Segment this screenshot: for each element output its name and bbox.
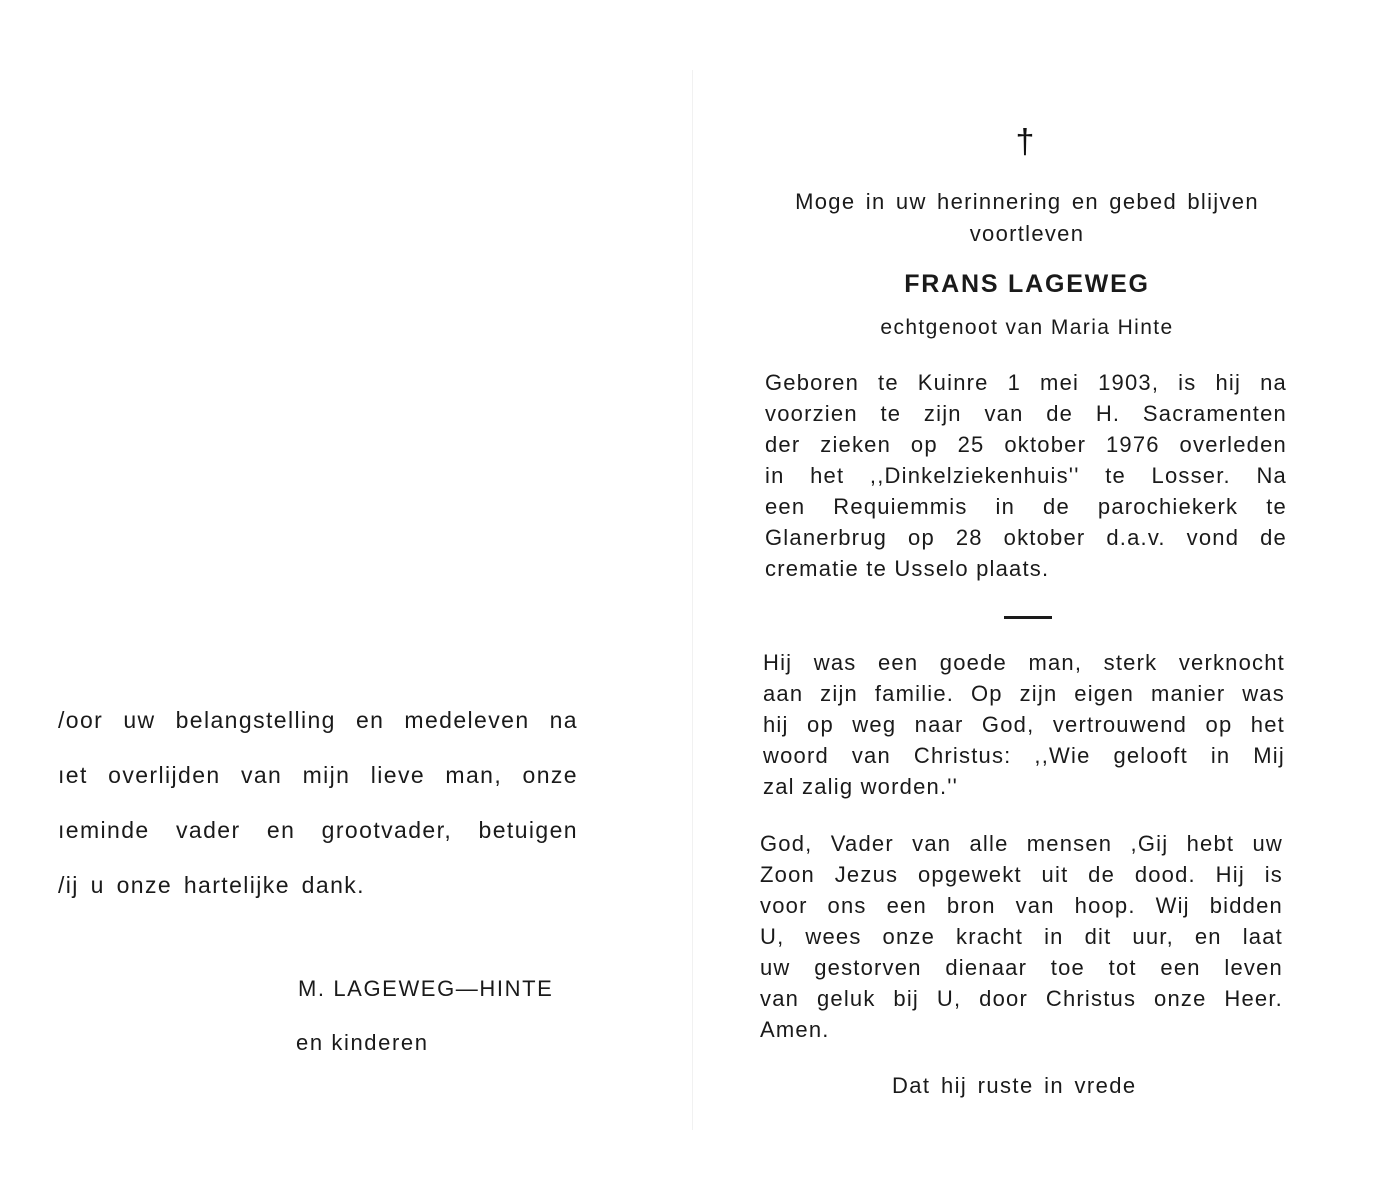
divider <box>1004 616 1052 619</box>
tribute-line: zal zalig worden.'' <box>763 774 959 799</box>
thanks-message <box>58 700 578 920</box>
tribute-paragraph <box>763 647 1285 802</box>
biography-line: een Requiemmis in de parochiekerk te <box>765 494 1287 519</box>
signature <box>296 972 554 1055</box>
prayer-line: voor ons een bron van hoop. Wij bidden <box>760 893 1283 918</box>
biography-line: in het ,,Dinkelziekenhuis'' te Losser. Na <box>765 463 1287 488</box>
deceased-name: FRANS LAGEWEG <box>904 270 1150 298</box>
thanks-line: /oor uw belangstelling en medeleven na <box>58 707 578 733</box>
prayer-paragraph <box>760 828 1283 1045</box>
intro-text <box>762 186 1292 250</box>
prayer-line: van geluk bij U, door Christus onze Heer. <box>760 986 1283 1011</box>
tribute-line: woord van Christus: ,,Wie gelooft in Mij <box>763 743 1285 768</box>
closing-line: Dat hij ruste in vrede <box>892 1073 1137 1098</box>
prayer-line: Zoon Jezus opgewekt uit de dood. Hij is <box>760 862 1283 887</box>
biography-line: Glanerbrug op 28 oktober d.a.v. vond de <box>765 525 1287 550</box>
biography-line: der zieken op 25 oktober 1976 overleden <box>765 432 1287 457</box>
prayer-line: God, Vader van alle mensen ,Gij hebt uw <box>760 831 1283 856</box>
biography-paragraph <box>765 367 1287 584</box>
signature-family: en kinderen <box>296 1030 429 1055</box>
thanks-line: /ij u onze hartelijke dank. <box>58 872 365 898</box>
intro-line: Moge in uw herinnering en gebed blijven <box>795 189 1259 214</box>
prayer-line: uw gestorven dienaar toe tot een leven <box>760 955 1283 980</box>
biography-line: voorzien te zijn van de H. Sacramenten <box>765 401 1287 426</box>
biography-line: crematie te Usselo plaats. <box>765 556 1050 581</box>
prayer-line: U, wees onze kracht in dit uur, en laat <box>760 924 1283 949</box>
spouse-line: echtgenoot van Maria Hinte <box>880 316 1174 339</box>
thanks-line: ıet overlijden van mijn lieve man, onze <box>58 762 578 788</box>
thanks-line: ıeminde vader en grootvader, betuigen <box>58 817 578 843</box>
signature-name: M. LAGEWEG—HINTE <box>298 976 554 1001</box>
tribute-line: hij op weg naar God, vertrouwend op het <box>763 712 1285 737</box>
cross-icon: † <box>1015 123 1035 161</box>
prayer-line: Amen. <box>760 1017 830 1042</box>
tribute-line: aan zijn familie. Op zijn eigen manier was <box>763 681 1285 706</box>
tribute-line: Hij was een goede man, sterk verknocht <box>763 650 1285 675</box>
biography-line: Geboren te Kuinre 1 mei 1903, is hij na <box>765 370 1287 395</box>
intro-line: voortleven <box>969 221 1085 246</box>
right-panel <box>692 0 1384 1200</box>
